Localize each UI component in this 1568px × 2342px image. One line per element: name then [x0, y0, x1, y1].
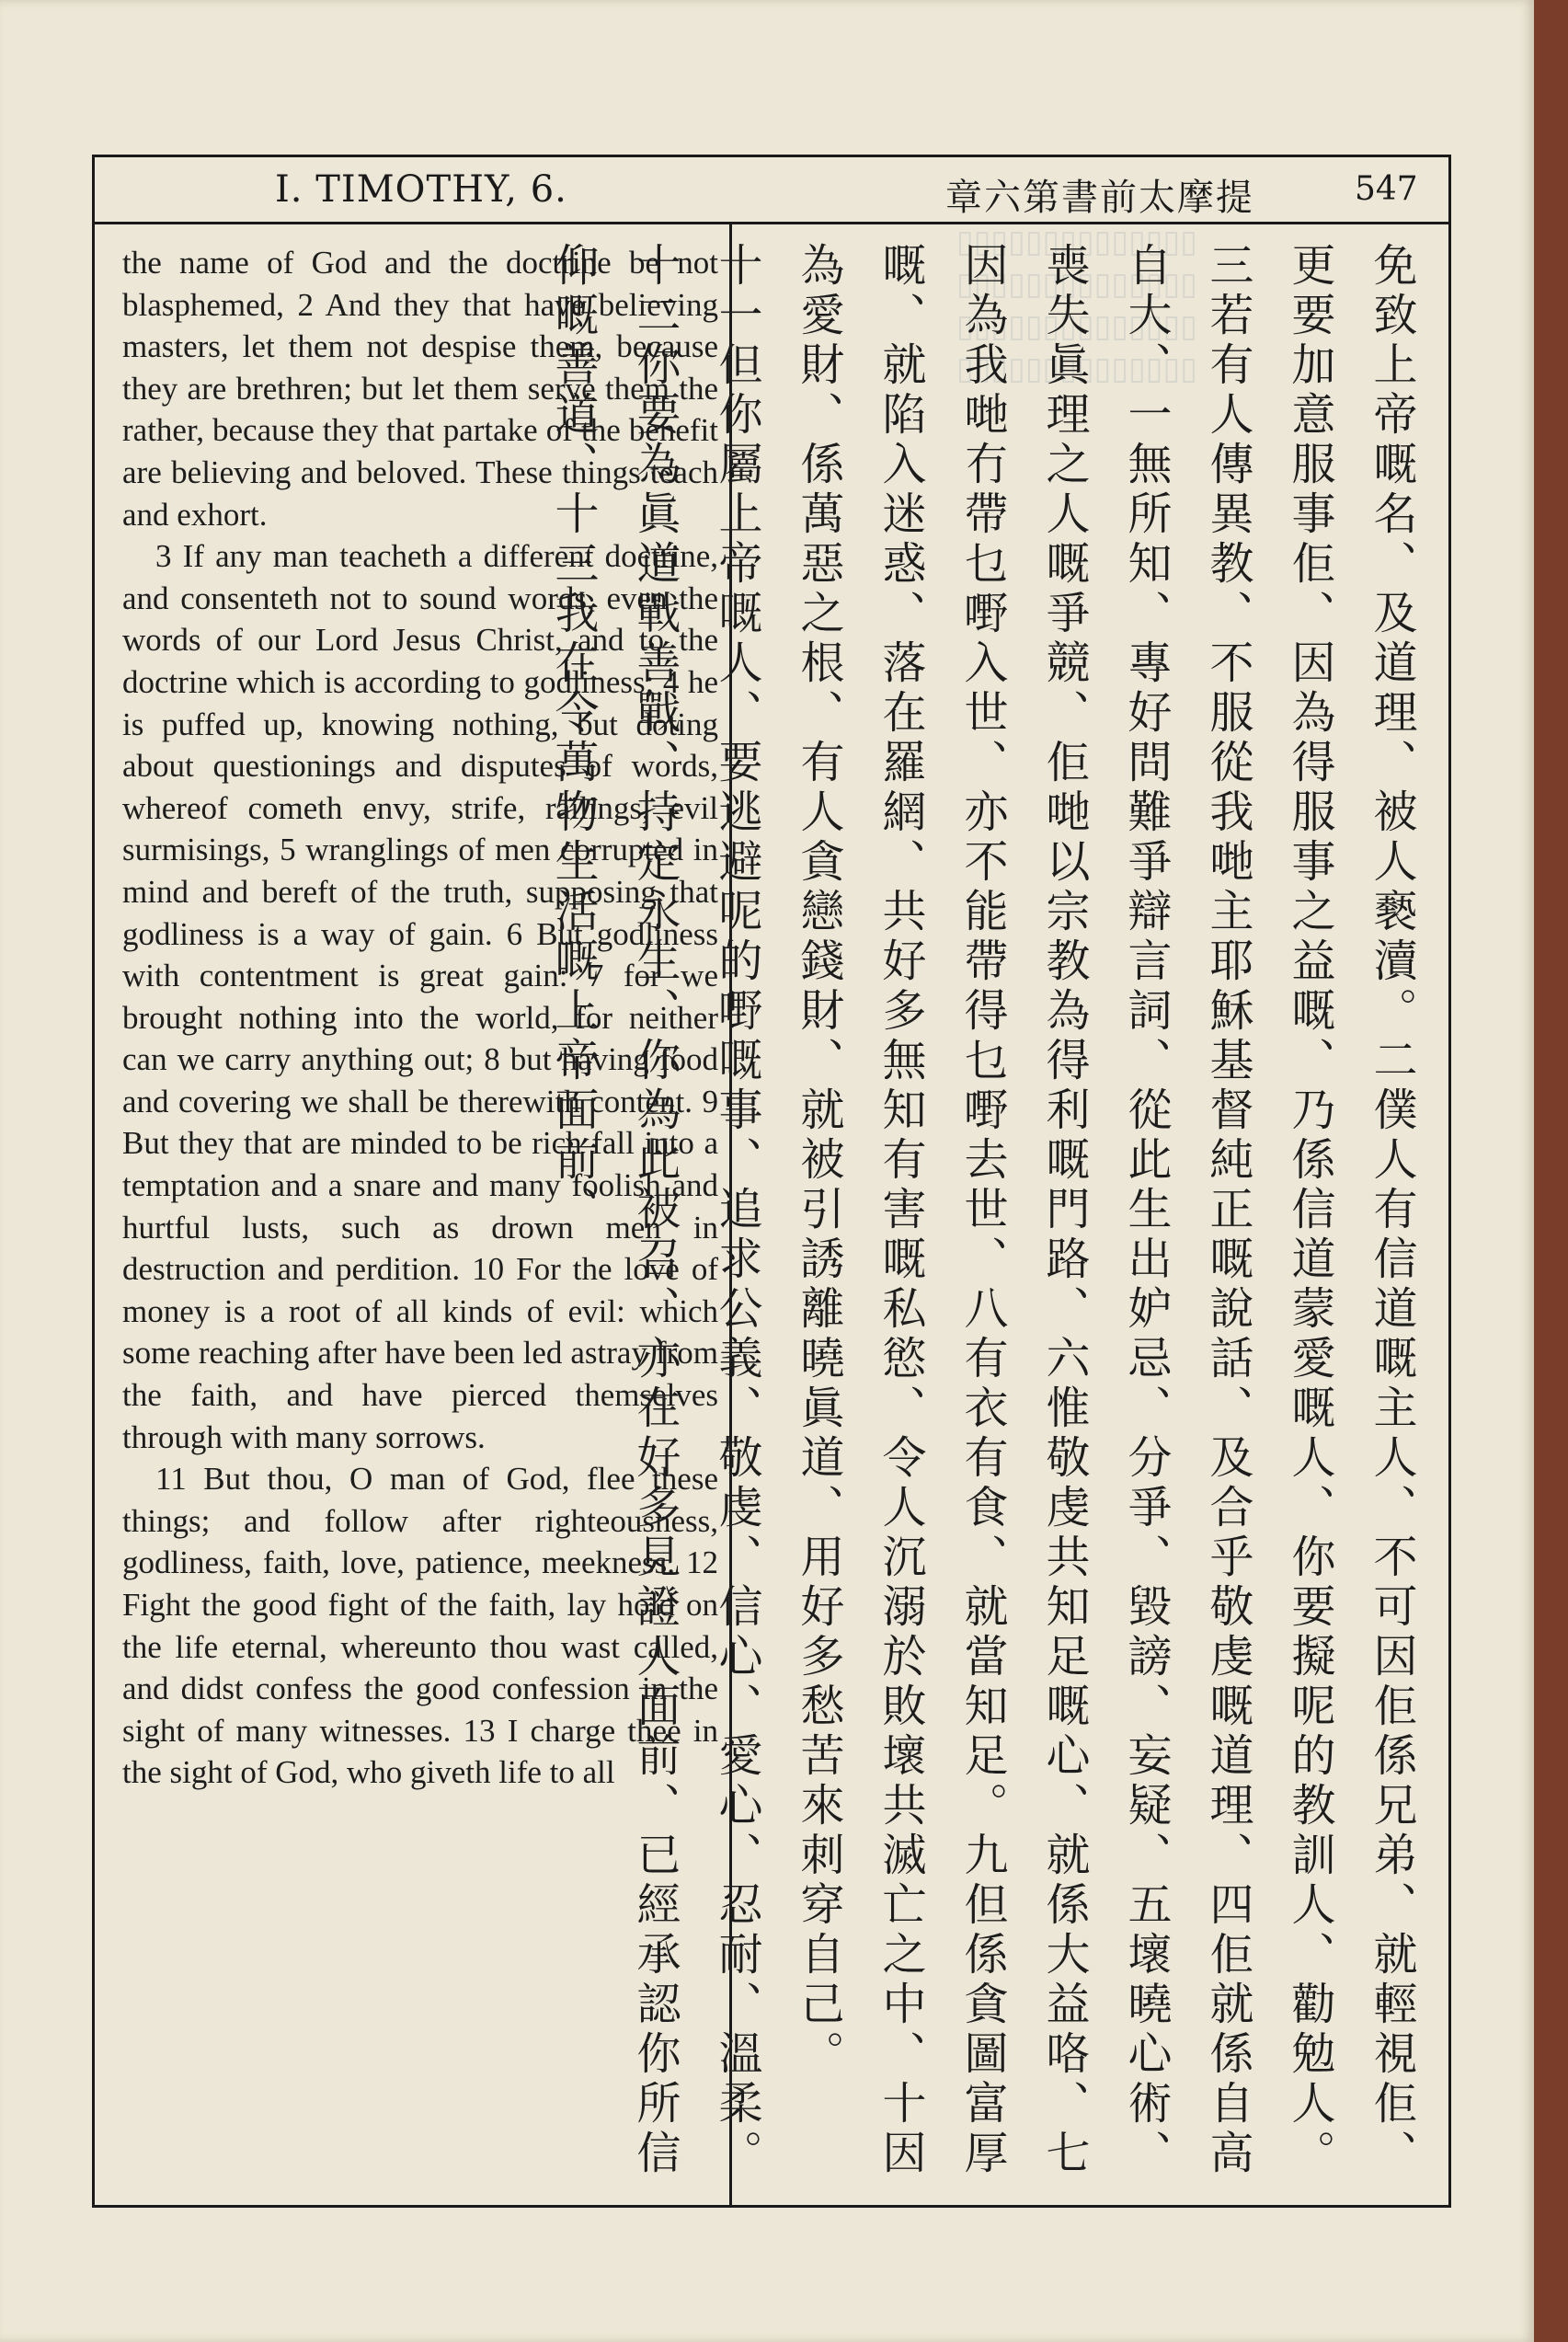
english-paragraph: the name of God and the doctrine be not blasphemed, 2 And they that have believing masters, let them not despise them, because they are brethren; but let them serve them the rather, because they that partake of the benefit are believing and beloved. These things teach and exhort.	[122, 245, 718, 533]
running-header	[95, 157, 1448, 224]
english-paragraph: 3 If any man teacheth a different doctrine, and consenteth not to sound words, even the words of our Lord Jesus Christ, and to the doctrine which is according to godliness; 4 he is puffed up, knowing nothing, but doting about questionings and disputes of words, whereof cometh envy, strife, railings, evil surmisings, 5 wranglings of men corrupted in mind and bereft of the truth, supposing that godliness is a way of gain. 6 But godliness with contentment is great gain: 7 for we brought nothing into the world, for neither can we carry anything out; 8 but having food and covering we shall be therewith content. 9 But they that are minded to be rich fall into a temptation and a snare and many foolish and hurtful lusts, such as drown men in destruction and perdition. 10 For the love of money is a root of all kinds of evil: which some reaching after have been led astray from the faith, and have pierced themselves through with many sorrows.	[122, 538, 718, 1455]
chinese-paragraph: 免致上帝嘅名、及道理、被人褻瀆。二僕人有信道嘅主人、不可因佢係兄弟、就輕視佢、更要加意服事佢、因為得服事之益嘅、乃係信道蒙愛嘅人、你要擬呢的教訓人、勸勉人。	[1284, 242, 1417, 2179]
chinese-paragraph: 三若有人傳異教、不服從我哋主耶穌基督純正嘅說話、及合乎敬虔嘅道理、四佢就係自高自大、一無所知、專好問難爭辯言詞、從此生出妒忌、分爭、毀謗、妄疑、五壞曉心術、喪失眞理之人嘅爭競、佢哋以宗教為得利嘅門路、六惟敬虔共知足嘅心、就係大益咯、七因為我哋冇帶乜嘢入世、亦不能帶得乜嘢去世、八有衣有食、就當知足。九但係貪圖富厚嘅、就陷入迷惑、落在羅網、共好多無知有害嘅私慾、令人沉溺於敗壞共滅亡之中、十因為愛財、係萬惡之根、有人貪戀錢財、就被引誘離曉眞道、用好多愁苦來刺穿自己。	[793, 242, 1253, 2179]
text-frame	[92, 155, 1451, 2208]
chinese-paragraph: 十一但你屬上帝嘅人、要逃避呢的嘢嘅事、追求公義、敬虔、信心、愛心、忍耐、溫柔。十二你要為眞道戰善戰、持定永生、你為此被召、亦在好多見證人面前、已經承認你所信仰嘅善道、十三我在令萬物生活嘅上帝面前、	[547, 242, 762, 2179]
page-number: 547	[1355, 170, 1418, 208]
chinese-column	[547, 242, 1432, 2185]
header-book-title-zh: 章六第書前太摩提	[945, 177, 1254, 219]
english-paragraph: 11 But thou, O man of God, flee these things; and follow after righteousness, godliness, faith, love, patience, meekness. 12 Fight the good fight of the faith, lay hold on the life eternal, whereunto thou wast called, and didst confess the good confession in the sight of many witnesses. 13 I charge thee in the sight of God, who giveth life to all	[122, 1461, 718, 1791]
bleed-through-text: ▯▯▯▯▯▯▯▯▯▯▯▯▯▯ ▯▯▯▯▯▯▯▯▯▯▯▯▯▯ ▯▯▯▯▯▯▯▯▯▯▯▯▯▯ ▯▯▯▯▯▯▯▯▯▯▯▯▯▯	[956, 224, 1197, 387]
header-book-title-en: I. TIMOTHY, 6.	[275, 168, 567, 211]
